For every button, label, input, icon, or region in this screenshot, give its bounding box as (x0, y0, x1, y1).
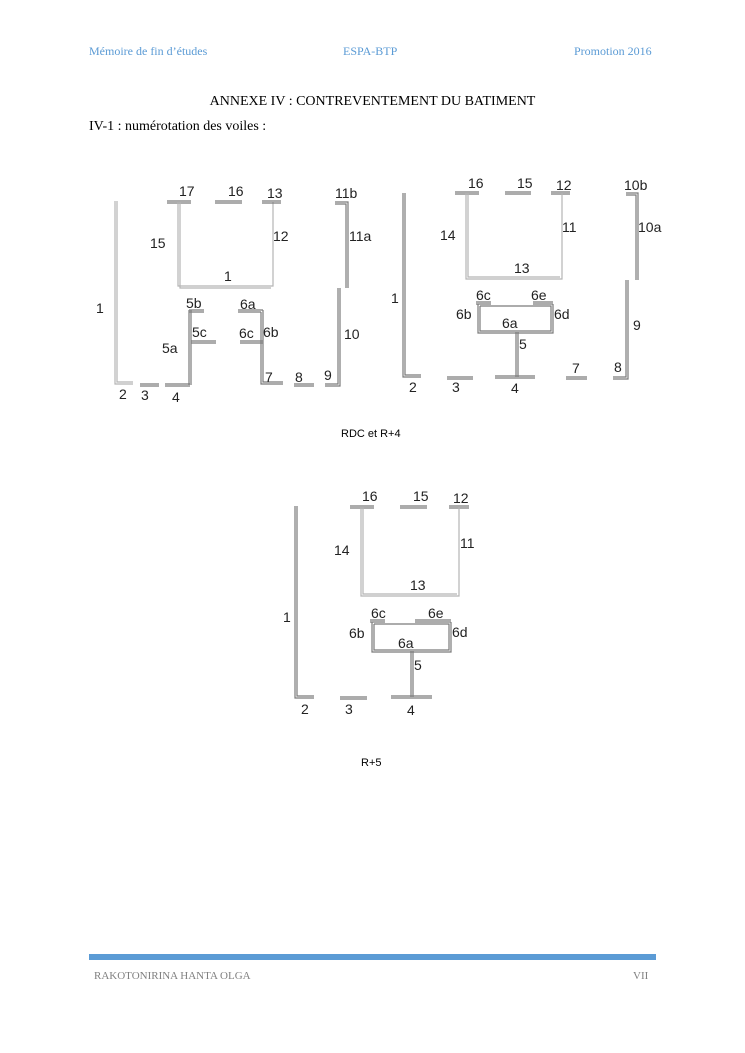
label-11b: 11b (335, 185, 358, 201)
label-1: 1 (283, 609, 291, 625)
label-12: 12 (453, 490, 469, 506)
label-11: 11 (562, 219, 577, 235)
label-5c: 5c (192, 324, 207, 340)
label-6a: 6a (502, 315, 518, 331)
label-2: 2 (301, 701, 309, 717)
label-8: 8 (614, 359, 622, 375)
label-16: 16 (228, 183, 244, 199)
label-8: 8 (295, 369, 303, 385)
label-13: 13 (267, 185, 283, 201)
label-9: 9 (324, 367, 332, 383)
header-left: Mémoire de fin d’études (89, 44, 208, 58)
label-9: 9 (633, 317, 641, 333)
label-14: 14 (334, 542, 350, 558)
label-7: 7 (265, 369, 273, 385)
label-4: 4 (511, 380, 519, 396)
label-15: 15 (517, 175, 533, 191)
label-1: 1 (96, 300, 104, 316)
footer-page-number: VII (633, 970, 649, 982)
footer-rule (89, 954, 656, 960)
caption-r5: R+5 (361, 757, 382, 769)
label-6e: 6e (531, 287, 547, 303)
label-15: 15 (150, 235, 166, 251)
label-5: 5 (414, 657, 422, 673)
label-12: 12 (556, 177, 572, 193)
label-10b: 10b (624, 177, 648, 193)
label-7: 7 (572, 360, 580, 376)
label-5a: 5a (162, 340, 178, 356)
label-6b: 6b (349, 625, 365, 641)
label-13: 13 (410, 577, 426, 593)
label-3: 3 (452, 379, 460, 395)
label-4: 4 (407, 702, 415, 718)
label-6b: 6b (456, 306, 472, 322)
header-center: ESPA-BTP (343, 44, 398, 58)
footer-author: RAKOTONIRINA HANTA OLGA (94, 970, 251, 982)
label-2: 2 (119, 386, 127, 402)
label-6b: 6b (263, 324, 279, 340)
label-6c: 6c (239, 325, 254, 341)
page-title: ANNEXE IV : CONTREVENTEMENT DU BATIMENT (209, 94, 536, 109)
label-1: 1 (391, 290, 399, 306)
header-right: Promotion 2016 (574, 44, 652, 58)
caption-rdc-r4: RDC et R+4 (341, 428, 401, 440)
label-3: 3 (345, 701, 353, 717)
label-11: 11 (460, 535, 475, 551)
label-5: 5 (519, 336, 527, 352)
label-6a: 6a (398, 635, 414, 651)
plan-r5-walls (295, 506, 469, 699)
label-16: 16 (468, 175, 484, 191)
label-6d: 6d (452, 624, 468, 640)
label-13: 13 (514, 260, 530, 276)
label-4: 4 (172, 389, 180, 405)
label-6c: 6c (371, 605, 386, 621)
label-16: 16 (362, 488, 378, 504)
label-6e: 6e (428, 605, 444, 621)
label-1-inner: 1 (224, 268, 232, 284)
label-17: 17 (179, 183, 195, 199)
label-3: 3 (141, 387, 149, 403)
section-subtitle: IV-1 : numérotation des voiles : (89, 119, 267, 134)
label-15: 15 (413, 488, 429, 504)
label-10: 10 (344, 326, 360, 342)
label-12: 12 (273, 228, 289, 244)
label-6d: 6d (554, 306, 570, 322)
label-10a: 10a (638, 219, 662, 235)
label-14: 14 (440, 227, 456, 243)
label-5b: 5b (186, 295, 202, 311)
label-11a: 11a (349, 228, 372, 244)
label-2: 2 (409, 379, 417, 395)
label-6a: 6a (240, 296, 256, 312)
label-6c: 6c (476, 287, 491, 303)
